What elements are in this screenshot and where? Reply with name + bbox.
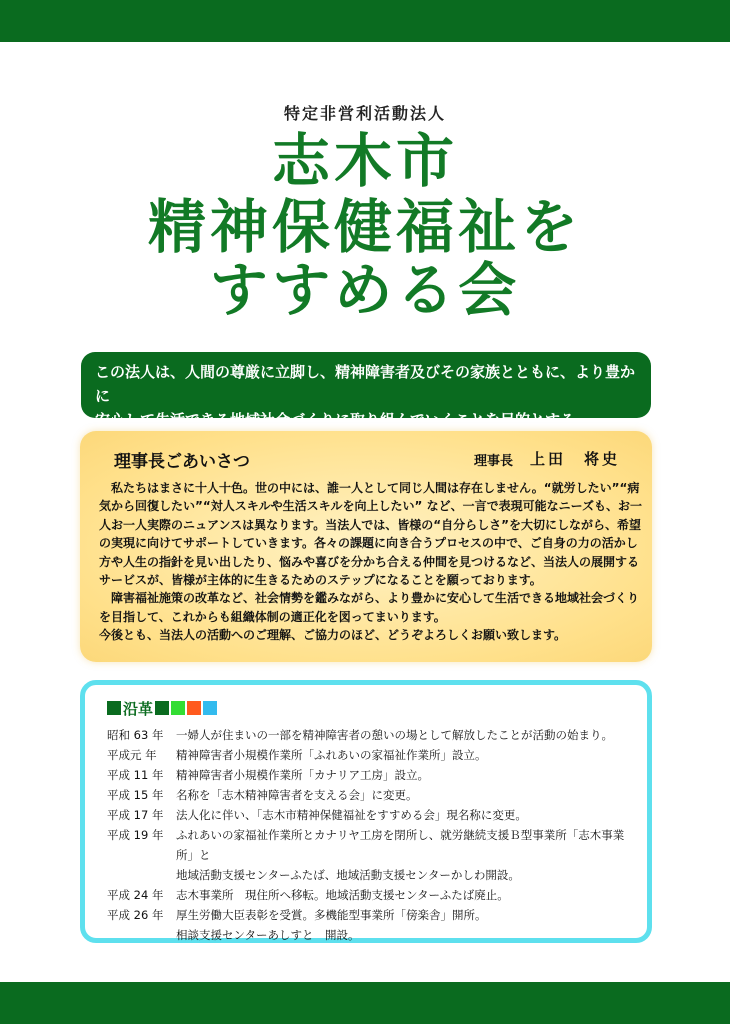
history-row bbox=[107, 885, 637, 905]
history-text: 地域活動支援センターふたば、地域活動支援センターかしわ開設。 bbox=[176, 868, 520, 882]
square-sky-blue-icon bbox=[203, 701, 217, 715]
history-text: 厚生労働大臣表彰を受賞。多機能型事業所「傍楽舎」開所。 bbox=[176, 908, 487, 922]
history-panel bbox=[80, 680, 652, 943]
history-text: 志木事業所 現住所へ移転。地域活動支援センターふたば廃止。 bbox=[176, 888, 509, 902]
history-list bbox=[107, 725, 637, 945]
history-year: 平成元 年 bbox=[107, 748, 157, 762]
history-row bbox=[107, 905, 637, 925]
history-row bbox=[107, 765, 637, 785]
square-orange-icon bbox=[187, 701, 201, 715]
history-row bbox=[107, 825, 637, 865]
greeting-paragraph-1: 私たちはまさに十人十色。世の中には、誰一人として同じ人間は存在しません。“就労したい”“病気から回復したい”“対人スキルや生活スキルを向上したい” など、一言で表現可能なニーズも、お一人お一人実際のニュアンスは異なります。当法人では、皆様の“自分らしさ”を大切にしながら、希望の実現に向けてサポートしていきます。各々の課題に向き合うプロセスの中で、ご自身の力の活かし方や人生の指針を見い出したり、悩みや喜びを分かち合える仲間を見つけるなど、当法人の展開するサービスが、皆様が主体的に生きるためのステップになることを願っております。 bbox=[99, 481, 643, 588]
history-year: 昭和 63 年 bbox=[107, 728, 164, 742]
history-row bbox=[107, 925, 637, 945]
history-text: 一婦人が住まいの一部を精神障害者の憩いの場として解放したことが活動の始まり。 bbox=[176, 728, 613, 742]
greeting-heading: 理事長ごあいさつ bbox=[114, 452, 250, 472]
mission-statement bbox=[81, 352, 651, 429]
history-text: 名称を「志木精神障害者を支える会」に変更。 bbox=[176, 788, 418, 802]
history-year: 平成 15 年 bbox=[107, 788, 164, 802]
history-year: 平成 11 年 bbox=[107, 768, 164, 782]
history-label: 沿革 bbox=[123, 699, 154, 718]
history-text: 法人化に伴い、「志木市精神保健福祉をすすめる会」現名称に変更。 bbox=[176, 808, 527, 822]
history-text: 精神障害者小規模作業所「ふれあいの家福祉作業所」設立。 bbox=[176, 748, 487, 762]
history-year bbox=[107, 925, 176, 945]
history-heading bbox=[107, 699, 217, 717]
history-row bbox=[107, 865, 637, 885]
title-line-3: すすめる会 bbox=[209, 256, 521, 324]
organization-type: 特定非営利活動法人 bbox=[283, 104, 446, 123]
history-text: ふれあいの家福祉作業所とカナリヤ工房を閉所し、就労継続支援Ｂ型事業所「志木事業所」と bbox=[176, 828, 625, 862]
title-line-2: 精神保健福祉を bbox=[147, 193, 582, 261]
mission-line-1: この法人は、人間の尊厳に立脚し、精神障害者及びその家族とともに、より豊かに bbox=[95, 363, 636, 405]
history-year: 平成 24 年 bbox=[107, 888, 164, 902]
bottom-band bbox=[0, 982, 730, 1024]
history-text: 相談支援センターあしすと 開設。 bbox=[176, 928, 360, 942]
chairman-greeting bbox=[80, 431, 652, 662]
square-light-green-icon bbox=[171, 701, 185, 715]
chairman-role: 理事長 bbox=[474, 454, 514, 469]
greeting-body bbox=[99, 479, 645, 645]
greeting-paragraph-3: 今後とも、当法人の活動へのご理解、ご協力のほど、どうぞよろしくお願い致します。 bbox=[99, 628, 567, 643]
history-year: 平成 17 年 bbox=[107, 808, 164, 822]
history-year: 平成 26 年 bbox=[107, 908, 164, 922]
history-year: 平成 19 年 bbox=[107, 828, 164, 842]
chairman-name: 上田 将史 bbox=[530, 450, 621, 468]
top-band bbox=[0, 0, 730, 42]
greeting-paragraph-2: 障害福祉施策の改革など、社会情勢を鑑みながら、より豊かに安心して生活できる地域社会づくりを目指して、これからも組織体制の適正化を図ってまいります。 bbox=[99, 591, 640, 624]
history-row bbox=[107, 785, 637, 805]
square-dark-green-icon bbox=[155, 701, 169, 715]
square-dark-green-icon bbox=[107, 701, 121, 715]
title-line-1: 志木市 bbox=[271, 127, 458, 195]
history-row bbox=[107, 725, 637, 745]
mission-line-2: 安心して生活できる地域社会づくりに取り組んでいくことを目的とする。 bbox=[95, 411, 591, 429]
history-year bbox=[107, 865, 176, 885]
history-row bbox=[107, 805, 637, 825]
history-row bbox=[107, 745, 637, 765]
history-text: 精神障害者小規模作業所「カナリア工房」設立。 bbox=[176, 768, 429, 782]
